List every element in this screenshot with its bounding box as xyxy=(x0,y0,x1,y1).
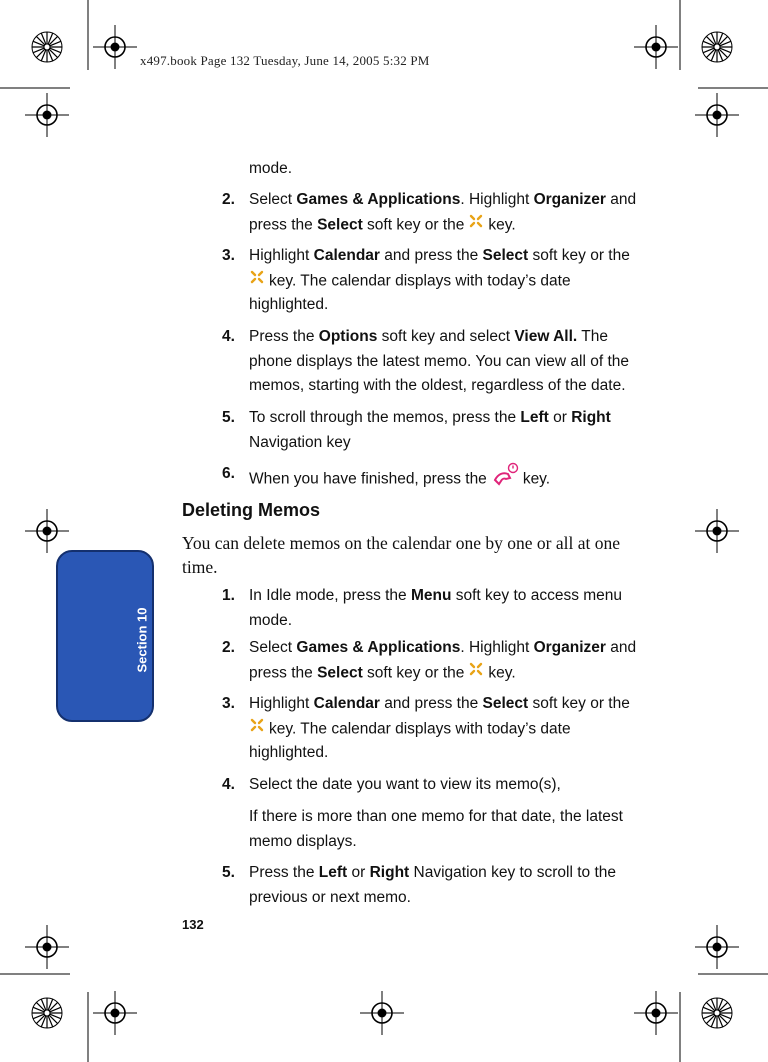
step-number: 5. xyxy=(222,409,235,426)
step-number: 2. xyxy=(222,191,235,208)
section-tab-label: Section 10 xyxy=(134,607,150,673)
page-number: 132 xyxy=(182,917,204,932)
step-number: 5. xyxy=(222,864,235,881)
step-number: 4. xyxy=(222,328,235,345)
step-4-note: If there is more than one memo for that date, the latest memo displays. xyxy=(249,808,623,850)
step-number: 2. xyxy=(222,639,235,656)
nav-key-icon xyxy=(468,213,484,238)
print-header: x497.book Page 132 Tuesday, June 14, 2005 5:32 PM xyxy=(140,53,430,68)
continued-text: mode. xyxy=(249,160,293,177)
nav-key-icon xyxy=(468,661,484,686)
step-number: 3. xyxy=(222,695,235,712)
nav-key-icon xyxy=(249,717,265,742)
section-heading: Deleting Memos xyxy=(182,500,321,520)
step-number: 3. xyxy=(222,247,235,264)
step-number: 4. xyxy=(222,776,235,793)
step-number: 6. xyxy=(222,465,235,482)
end-call-icon xyxy=(491,462,519,497)
intro-paragraph: You can delete memos on the calendar one by one or all at one time. xyxy=(182,533,621,577)
step-number: 1. xyxy=(222,587,235,604)
nav-key-icon xyxy=(249,269,265,294)
